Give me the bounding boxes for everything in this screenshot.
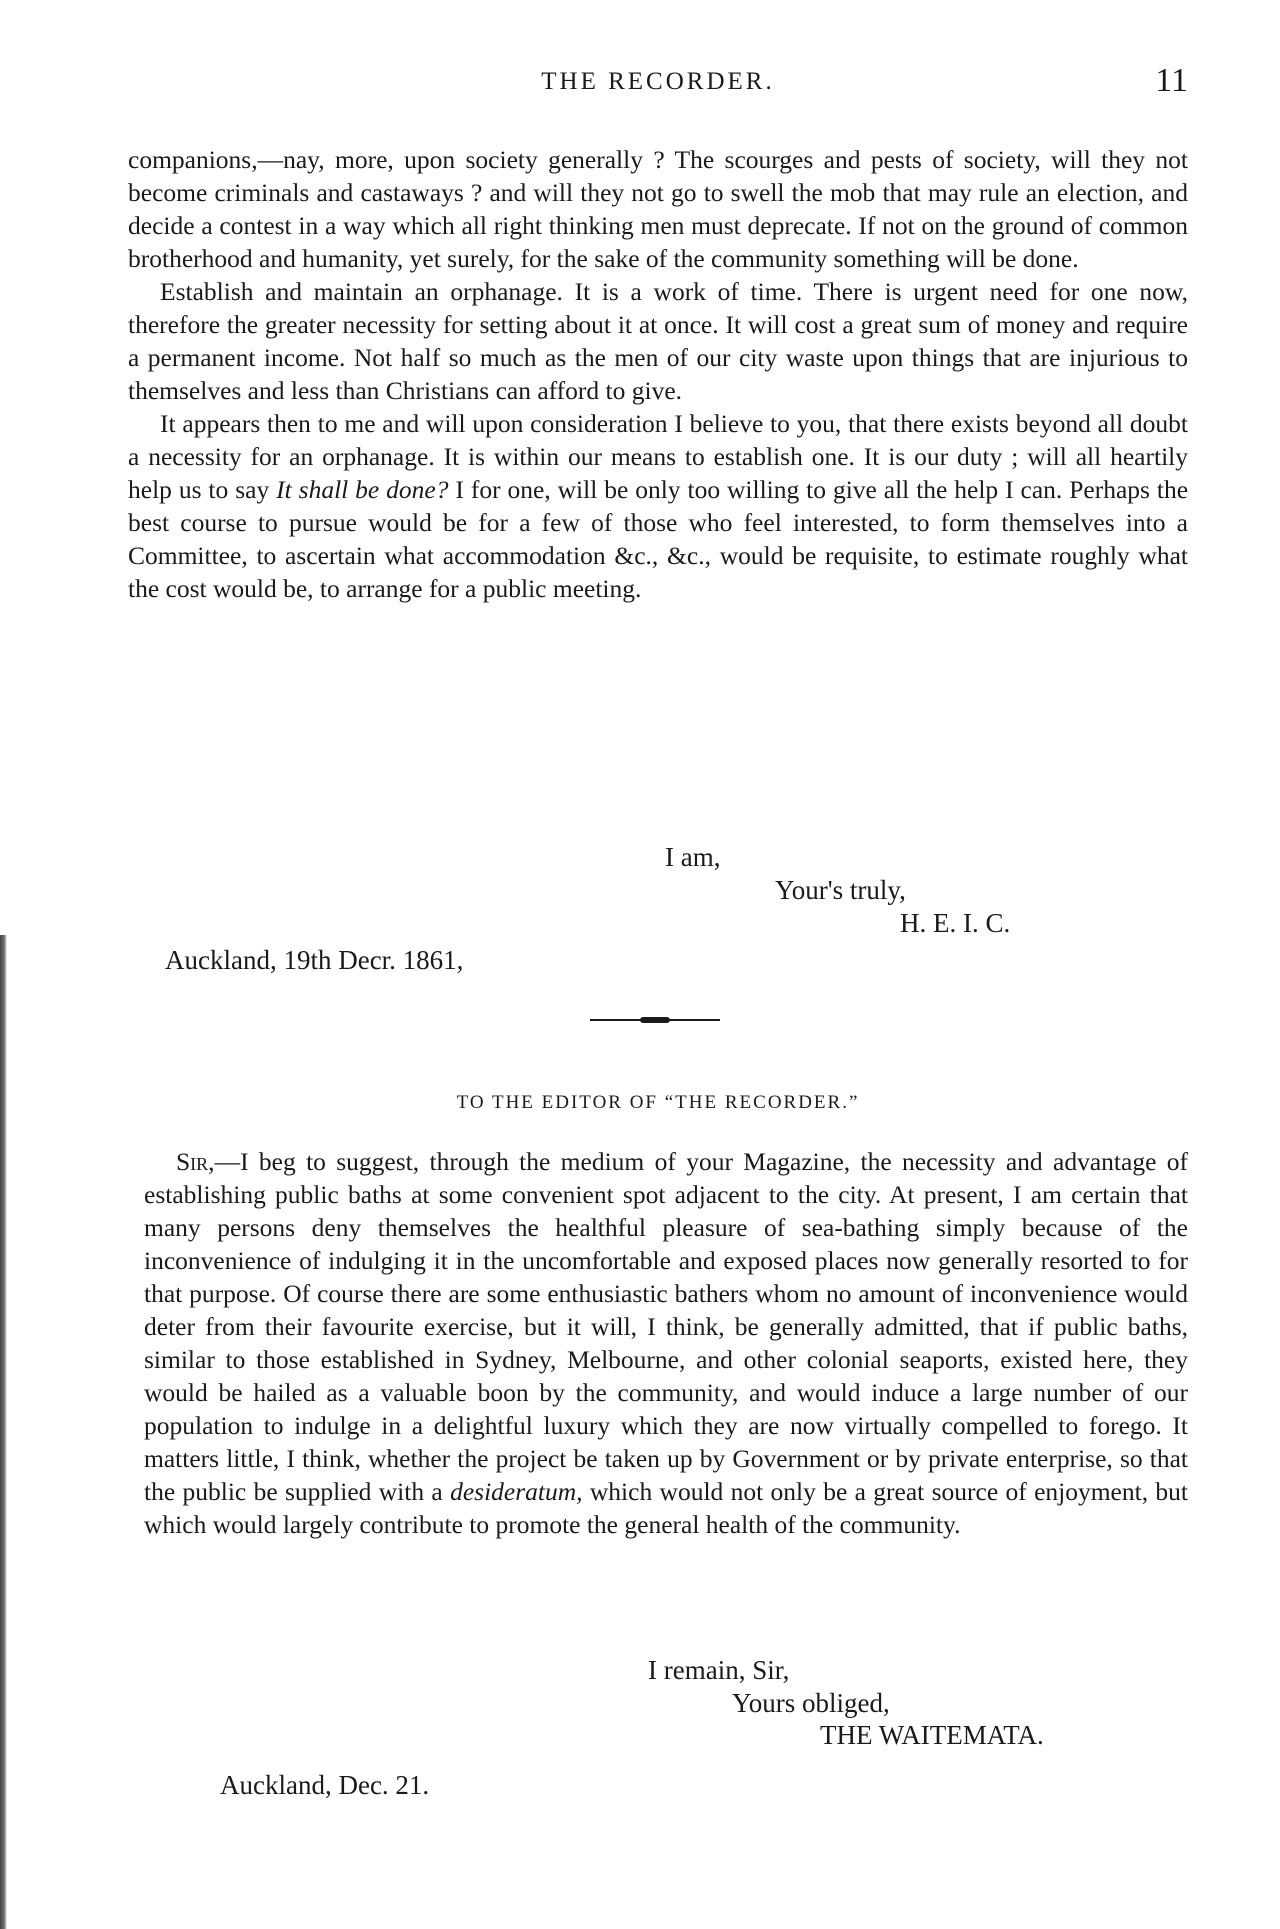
page-number: 11 <box>1155 62 1188 99</box>
letter-one-paragraph-1: companions,—nay, more, upon society generally ? The scourges and pests of society, will they not become criminals and castaways ? and will they not go to swell the mob that may rule an election, and decide a contest in a way which all right thinking men must deprecate. If not on the ground of common brotherhood and humanity, yet surely, for the sake of the community something will be done. <box>128 145 1188 273</box>
letter-one-place-date: Auckland, 19th Decr. 1861, <box>165 945 464 975</box>
letter-one-signature: H. E. I. C. <box>900 908 1011 938</box>
letter-two-place-date: Auckland, Dec. 21. <box>220 1770 430 1800</box>
letter-one-body <box>128 143 1188 605</box>
letter-one-closing-2: Your's truly, <box>775 875 906 905</box>
letter-one-closing: I am, <box>665 842 721 872</box>
paragraph-3-italic: It shall be done? <box>276 475 449 504</box>
letter-two-paragraph <box>144 1145 1188 1541</box>
page-header <box>128 62 1188 102</box>
letter-two-heading: TO THE EDITOR OF “THE RECORDER.” <box>456 1092 860 1113</box>
letter-one-paragraph-3 <box>128 407 1188 605</box>
letter-two-closing: I remain, Sir, <box>648 1655 790 1685</box>
letter-two-body <box>144 1145 1188 1541</box>
salutation: Sir, <box>176 1147 215 1176</box>
italic-word: desideratum, <box>450 1477 583 1506</box>
page-binding-edge <box>0 935 7 1929</box>
letter-two-closing-2: Yours obliged, <box>732 1688 890 1718</box>
section-divider <box>590 1017 720 1023</box>
paragraph-3-text-a: It appears then to me and will upon consideration I believe to you, that there exists beyond all doubt a necessity for an orphanage. It is within our means to establish one. It is our duty ; will all heartily help us to say <box>128 409 1188 504</box>
running-title: THE RECORDER. <box>541 68 775 95</box>
letter-two-signature: THE WAITEMATA. <box>820 1720 1044 1750</box>
letter-two-text: —I beg to suggest, through the medium of your Magazine, the necessity and advantage of establishing public baths at some convenient spot adjacent to the city. At present, I am certain that many persons deny themselves the healthful pleasure of sea-bathing simply because of the inconvenience of indulging it in the uncomfortable and exposed places now generally resorted to for that purpose. Of course there are some enthusiastic bathers whom no amount of inconvenience would deter from their favourite exercise, but it will, I think, be generally admitted, that if public baths, similar to those established in Sydney, Melbourne, and other colonial seaports, existed here, they would be hailed as a valuable boon by the community, and would induce a large number of our population to indulge in a delightful luxury which they are now virtually compelled to forego. It matters little, I think, whether the project be taken up by Government or by private enterprise, so that the public be supplied with a <box>144 1147 1188 1506</box>
letter-two-text-end: which would not only be a great source of enjoyment, but which would largely contribute to promote the general health of the community. <box>144 1477 1189 1539</box>
paragraph-3-text-b: I for one, will be only too willing to give all the help I can. Perhaps the best course to pursue would be for a few of those who feel interested, to form themselves into a Committee, to ascertain what accommodation &c., &c., would be requisite, to estimate roughly what the cost would be, to arrange for a public meeting. <box>128 475 1189 603</box>
letter-one-paragraph-2: Establish and maintain an orphanage. It is a work of time. There is urgent need for one now, therefore the greater necessity for setting about it at once. It will cost a great sum of money and require a permanent income. Not half so much as the men of our city waste upon things that are injurious to themselves and less than Christians can afford to give. <box>128 277 1188 405</box>
